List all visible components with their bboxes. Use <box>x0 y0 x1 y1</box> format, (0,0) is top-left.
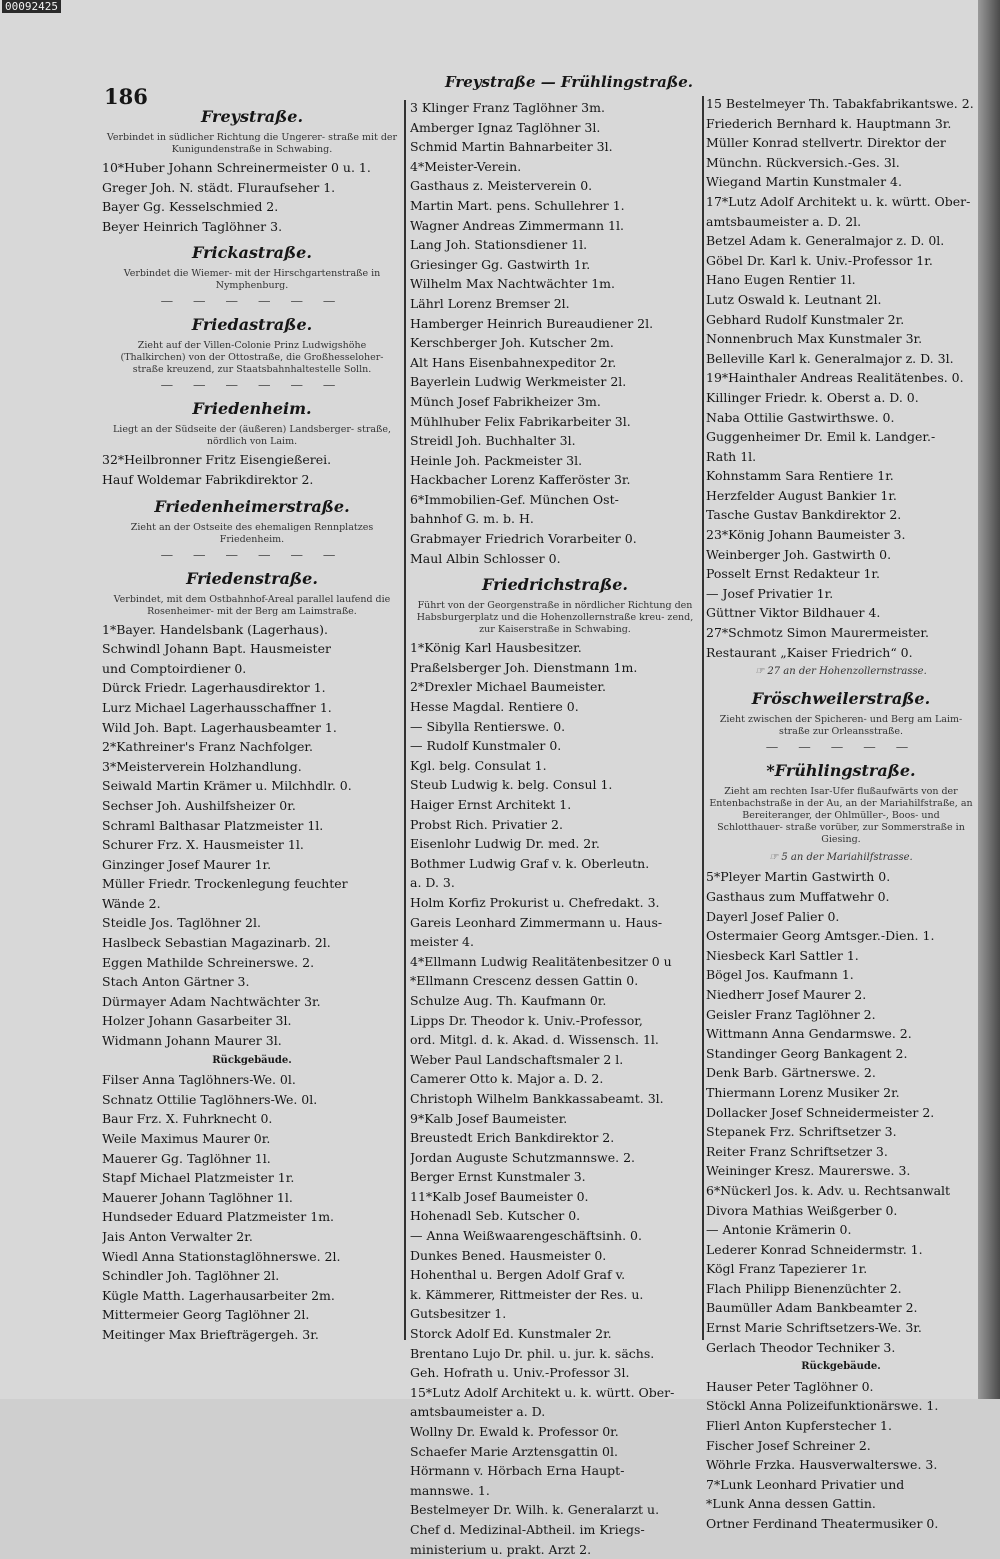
directory-entry: Denk Barb. Gärtnerswe. 2. <box>706 1065 876 1081</box>
directory-entry: Dayerl Josef Palier 0. <box>706 908 840 924</box>
running-head: Freystraße — Frühlingstraße. <box>445 73 693 91</box>
directory-entry: Gareis Leonhard Zimmermann u. Haus- <box>410 914 663 930</box>
directory-entry: Ortner Ferdinand Theatermusiker 0. <box>706 1516 939 1531</box>
directory-entry: Flach Philipp Bienenzüchter 2. <box>706 1280 902 1296</box>
directory-entry: Amberger Ignaz Taglöhner 3l. <box>410 119 601 135</box>
directory-entry: Münchn. Rückversich.-Ges. 3l. <box>706 154 900 170</box>
street-heading: Friedenstraße. <box>186 568 318 588</box>
directory-entry: Breustedt Erich Bankdirektor 2. <box>410 1130 615 1146</box>
directory-entry: Dunkes Bened. Hausmeister 0. <box>410 1247 607 1263</box>
directory-entry: 9*Kalb Josef Baumeister. <box>410 1110 568 1126</box>
directory-entry: Standinger Georg Bankagent 2. <box>706 1045 908 1061</box>
directory-entry: Lipps Dr. Theodor k. Univ.-Professor, <box>410 1012 643 1028</box>
directory-entry: Wilhelm Max Nachtwächter 1m. <box>410 276 615 292</box>
directory-entry: Maul Albin Schlosser 0. <box>410 550 561 566</box>
directory-entry: Weber Paul Landschaftsmaler 2 l. <box>410 1051 624 1067</box>
directory-entry: Lutz Oswald k. Leutnant 2l. <box>706 291 882 307</box>
directory-entry: Dürmayer Adam Nachtwächter 3r. <box>102 993 321 1009</box>
directory-entry: Schurer Frz. X. Hausmeister 1l. <box>102 837 304 853</box>
directory-entry: — Josef Privatier 1r. <box>706 585 834 601</box>
directory-entry: Hohenthal u. Bergen Adolf Graf v. <box>410 1267 626 1283</box>
directory-entry: 32*Heilbronner Fritz Eisengießerei. <box>102 452 332 468</box>
directory-entry: Ernst Marie Schriftsetzers-We. 3r. <box>706 1320 922 1336</box>
street-heading: *Frühlingstraße. <box>766 760 916 780</box>
street-description: Zieht an der Ostseite des ehemaligen Rennplatzes Friedenheim. <box>130 521 374 545</box>
separator: — — — — — — <box>160 378 344 393</box>
directory-entry: 6*Immobilien-Gef. München Ost- <box>410 491 619 507</box>
directory-entry: Ostermaier Georg Amtsger.-Dien. 1. <box>706 928 935 944</box>
directory-entry: Reiter Franz Schriftsetzer 3. <box>706 1143 888 1159</box>
directory-entry: 23*König Johann Baumeister 3. <box>706 527 906 543</box>
directory-entry: Weile Maximus Maurer 0r. <box>102 1131 271 1146</box>
directory-entry: Gebhard Rudolf Kunstmaler 2r. <box>706 311 905 327</box>
street-description: Verbindet die Wiemer- mit der Hirschgartenstraße in Nymphenburg. <box>123 268 381 292</box>
directory-entry: Stepanek Frz. Schriftsetzer 3. <box>706 1124 897 1140</box>
directory-entry: Münch Josef Fabrikheizer 3m. <box>410 393 601 409</box>
directory-entry: Steub Ludwig k. belg. Consul 1. <box>410 777 613 793</box>
directory-entry: Kögl Franz Tapezierer 1r. <box>706 1261 868 1277</box>
directory-entry: Brentano Lujo Dr. phil. u. jur. k. sächs. <box>410 1345 655 1361</box>
directory-entry: Heinle Joh. Packmeister 3l. <box>410 452 583 468</box>
directory-entry: Guggenheimer Dr. Emil k. Landger.- <box>706 429 936 445</box>
directory-entry: — Anna Weißwaarengeschäftsinh. 0. <box>410 1228 642 1244</box>
directory-entry: 1*König Karl Hausbesitzer. <box>410 640 582 656</box>
street-heading: Friedenheimerstraße. <box>154 496 350 516</box>
directory-entry: Kohnstamm Sara Rentiere 1r. <box>706 468 894 484</box>
directory-entry: Betzel Adam k. Generalmajor z. D. 0l. <box>706 233 945 249</box>
directory-entry: amtsbaumeister a. D. 2l. <box>706 213 862 229</box>
directory-entry: Mauerer Johann Taglöhner 1l. <box>102 1189 293 1205</box>
column-divider <box>702 96 704 1340</box>
directory-entry: Schnatz Ottilie Taglöhners-We. 0l. <box>102 1091 318 1107</box>
separator: — — — — — — <box>160 294 344 309</box>
directory-entry: k. Kämmerer, Rittmeister der Res. u. <box>410 1286 644 1302</box>
directory-entry: Geisler Franz Taglöhner 2. <box>706 1006 876 1022</box>
directory-entry: Weininger Kresz. Maurerswe. 3. <box>706 1163 911 1179</box>
directory-entry: Gutsbesitzer 1. <box>410 1306 507 1322</box>
directory-entry: Seiwald Martin Krämer u. Milchhdlr. 0. <box>102 778 352 794</box>
directory-entry: Restaurant „Kaiser Friedrich“ 0. <box>706 644 913 660</box>
street-heading: Fröschweilerstraße. <box>751 688 931 708</box>
separator: — — — — — — <box>160 547 344 562</box>
directory-entry: Fischer Josef Schreiner 2. <box>706 1437 871 1453</box>
directory-entry: Hesse Magdal. Rentiere 0. <box>410 699 579 715</box>
directory-entry: Berger Ernst Kunstmaler 3. <box>410 1169 586 1185</box>
directory-entry: Niesbeck Karl Sattler 1. <box>706 947 859 963</box>
separator: — — — — — <box>765 739 917 754</box>
street-description: Zieht auf der Villen-Colonie Prinz Ludwigshöhe (Thalkirchen) von der Ottostraße, die Großhesseloher- straße kreuzend, zur Staatsbahnhaltestelle Solln. <box>120 340 384 376</box>
directory-entry: Baumüller Adam Bankbeamter 2. <box>706 1300 918 1316</box>
directory-entry: Schindler Joh. Taglöhner 2l. <box>102 1268 280 1284</box>
directory-entry: Haiger Ernst Architekt 1. <box>410 797 572 812</box>
directory-entry: Herzfelder August Bankier 1r. <box>706 487 897 503</box>
directory-entry: Grabmayer Friedrich Vorarbeiter 0. <box>410 531 637 547</box>
directory-entry: Schraml Balthasar Platzmeister 1l. <box>102 817 324 833</box>
directory-entry: Wild Joh. Bapt. Lagerhausbeamter 1. <box>102 719 337 735</box>
directory-entry: Hamberger Heinrich Bureaudiener 2l. <box>410 315 654 331</box>
directory-entry: Griesinger Gg. Gastwirth 1r. <box>410 256 591 272</box>
directory-entry: meister 4. <box>410 934 474 950</box>
directory-entry: mannswe. 1. <box>410 1482 490 1498</box>
column-middle <box>410 98 700 1559</box>
scan-id-tag: 00092425 <box>2 0 61 13</box>
directory-entry: Kgl. belg. Consulat 1. <box>410 757 547 773</box>
directory-entry: Lederer Konrad Schneidermstr. 1. <box>706 1241 923 1257</box>
directory-entry: 15 Bestelmeyer Th. Tabakfabrikantswe. 2. <box>706 96 974 111</box>
directory-entry: Alt Hans Eisenbahnexpeditor 2r. <box>410 354 617 370</box>
directory-entry: Hohenadl Seb. Kutscher 0. <box>410 1208 581 1224</box>
directory-entry: Sechser Joh. Aushilfsheizer 0r. <box>102 797 296 813</box>
directory-entry: Hauf Woldemar Fabrikdirektor 2. <box>102 471 314 487</box>
directory-entry: a. D. 3. <box>410 875 455 891</box>
directory-entry: 19*Hainthaler Andreas Realitätenbes. 0. <box>706 370 964 386</box>
directory-entry: Storck Adolf Ed. Kunstmaler 2r. <box>410 1326 612 1342</box>
directory-entry: ord. Mitgl. d. k. Akad. d. Wissensch. 1l. <box>410 1032 659 1048</box>
directory-entry: Bestelmeyer Dr. Wilh. k. Generalarzt u. <box>410 1502 660 1518</box>
directory-entry: Müller Konrad stellvertr. Direktor der <box>706 135 946 151</box>
directory-entry: 15*Lutz Adolf Architekt u. k. württ. Ober- <box>410 1384 675 1400</box>
directory-entry: Holzer Johann Gasarbeiter 3l. <box>102 1013 292 1029</box>
directory-entry: Martin Mart. pens. Schullehrer 1. <box>410 197 625 213</box>
directory-entry: Baur Frz. X. Fuhrknecht 0. <box>102 1111 273 1127</box>
directory-entry: Gasthaus zum Muffatwehr 0. <box>706 889 890 904</box>
directory-entry: Schaefer Marie Arztensgattin 0l. <box>410 1443 618 1459</box>
directory-entry: Mittermeier Georg Taglöhner 2l. <box>102 1307 310 1323</box>
directory-entry: Camerer Otto k. Major a. D. 2. <box>410 1071 604 1087</box>
directory-entry: *Lunk Anna dessen Gattin. <box>706 1496 876 1512</box>
directory-entry: Divora Mathias Weißgerber 0. <box>706 1202 898 1218</box>
directory-entry: Probst Rich. Privatier 2. <box>410 816 563 832</box>
directory-entry: Beyer Heinrich Taglöhner 3. <box>102 218 283 234</box>
directory-entry: Naba Ottilie Gastwirthswe. 0. <box>706 409 895 425</box>
directory-entry: Haslbeck Sebastian Magazinarb. 2l. <box>102 935 331 951</box>
directory-entry: Christoph Wilhelm Bankkassabeamt. 3l. <box>410 1090 664 1106</box>
directory-entry: 10*Huber Johann Schreinermeister 0 u. 1. <box>102 160 371 175</box>
directory-entry: Flierl Anton Kupferstecher 1. <box>706 1418 892 1434</box>
directory-entry: — Antonie Krämerin 0. <box>706 1222 852 1238</box>
directory-entry: bahnhof G. m. b. H. <box>410 511 534 527</box>
directory-entry: Killinger Friedr. k. Oberst a. D. 0. <box>706 389 919 405</box>
directory-entry: *Ellmann Crescenz dessen Gattin 0. <box>410 973 639 989</box>
directory-entry: Mühlhuber Felix Fabrikarbeiter 3l. <box>410 413 631 429</box>
street-heading: Friedenheim. <box>192 399 312 419</box>
directory-entry: Eisenlohr Ludwig Dr. med. 2r. <box>410 836 600 852</box>
directory-entry: 6*Nückerl Jos. k. Adv. u. Rechtsanwalt <box>706 1182 951 1198</box>
directory-entry: Wöhrle Frzka. Hausverwalterswe. 3. <box>706 1457 938 1473</box>
directory-entry: 27*Schmotz Simon Maurermeister. <box>706 625 930 641</box>
directory-entry: Müller Friedr. Trockenlegung feuchter <box>102 876 348 892</box>
directory-entry: Hauser Peter Taglöhner 0. <box>706 1378 874 1394</box>
directory-entry: Nonnenbruch Max Kunstmaler 3r. <box>706 331 923 347</box>
street-heading: Friedrichstraße. <box>482 575 628 595</box>
directory-entry: Schwindl Johann Bapt. Hausmeister <box>102 641 331 657</box>
column-divider <box>404 100 406 1340</box>
directory-entry: Kügle Matth. Lagerhausarbeiter 2m. <box>102 1287 335 1303</box>
directory-entry: Friederich Bernhard k. Hauptmann 3r. <box>706 115 952 131</box>
directory-entry: Jordan Auguste Schutzmannswe. 2. <box>410 1149 635 1165</box>
directory-entry: Tasche Gustav Bankdirektor 2. <box>706 507 902 523</box>
street-description: Zieht am rechten Isar-Ufer flußaufwärts von der Entenbachstraße in der Au, an der Mariahilfstraße, an Bereiteranger, der Ohlmüller-, Boos- und Schlotthauer- straße vorüber, zur Sommerstraße in Giesing. <box>709 785 973 845</box>
directory-entry: Niedherr Josef Maurer 2. <box>706 986 867 1002</box>
column-left <box>102 100 402 1345</box>
directory-entry: 4*Ellmann Ludwig Realitätenbesitzer 0 u <box>410 953 672 969</box>
directory-entry: Wände 2. <box>102 895 161 911</box>
directory-entry: Göbel Dr. Karl k. Univ.-Professor 1r. <box>706 252 933 268</box>
directory-entry: Steidle Jos. Taglöhner 2l. <box>102 915 261 931</box>
directory-entry: Meitinger Max Briefträgergeh. 3r. <box>102 1326 319 1342</box>
directory-entry: 2*Drexler Michael Baumeister. <box>410 679 607 695</box>
directory-entry: Schmid Martin Bahnarbeiter 3l. <box>410 139 613 155</box>
street-heading: Freystraße. <box>200 107 304 126</box>
street-heading: Frickastraße. <box>192 243 312 263</box>
directory-entry: Dollacker Josef Schneidermeister 2. <box>706 1104 935 1120</box>
street-heading: Friedastraße. <box>191 315 313 335</box>
directory-entry: Wagner Andreas Zimmermann 1l. <box>410 217 624 233</box>
entry-list <box>102 104 402 1345</box>
directory-entry: Weinberger Joh. Gastwirth 0. <box>706 546 892 562</box>
directory-entry: Stöckl Anna Polizeifunktionärswe. 1. <box>706 1398 939 1414</box>
directory-entry: Wiedl Anna Stationstaglöhnerswe. 2l. <box>102 1248 341 1264</box>
directory-entry: Geh. Hofrath u. Univ.-Professor 3l. <box>410 1365 630 1381</box>
reference-note: ☞ 5 an der Mariahilfstrasse. <box>769 851 913 863</box>
directory-entry: Greger Joh. N. städt. Fluraufseher 1. <box>102 179 336 195</box>
directory-entry: Filser Anna Taglöhners-We. 0l. <box>102 1072 296 1088</box>
directory-entry: und Comptoirdiener 0. <box>102 660 247 676</box>
directory-entry: Rath 1l. <box>706 448 757 464</box>
directory-entry: Kerschberger Joh. Kutscher 2m. <box>410 335 614 351</box>
street-description: Führt von der Georgenstraße in nördlicher Richtung den Habsburgerplatz und die Hohenzollernstraße kreu- zend, zur Kaiserstraße in Schwabing. <box>416 600 694 636</box>
directory-entry: 3 Klinger Franz Taglöhner 3m. <box>410 100 605 115</box>
entry-list <box>706 94 976 1534</box>
directory-entry: Streidl Joh. Buchhalter 3l. <box>410 433 576 449</box>
directory-entry: Bögel Jos. Kaufmann 1. <box>706 967 854 983</box>
directory-entry: Wiegand Martin Kunstmaler 4. <box>706 174 902 190</box>
directory-entry: Hundseder Eduard Platzmeister 1m. <box>102 1209 335 1225</box>
directory-entry: Mauerer Gg. Taglöhner 1l. <box>102 1150 271 1166</box>
subheading: Rückgebäude. <box>801 1361 881 1373</box>
directory-entry: Gerlach Theodor Techniker 3. <box>706 1339 896 1355</box>
directory-entry: amtsbaumeister a. D. <box>410 1404 546 1420</box>
directory-entry: Stach Anton Gärtner 3. <box>102 974 250 990</box>
directory-entry: Hackbacher Lorenz Kafferöster 3r. <box>410 472 631 488</box>
directory-entry: Hano Eugen Rentier 1l. <box>706 272 856 288</box>
directory-entry: Chef d. Medizinal-Abtheil. im Kriegs- <box>410 1521 645 1537</box>
page-number: 186 <box>104 84 148 109</box>
directory-entry: Jais Anton Verwalter 2r. <box>102 1228 253 1244</box>
directory-entry: Lährl Lorenz Bremser 2l. <box>410 295 570 311</box>
street-description: Liegt an der Südseite der (äußeren) Landsberger- straße, nördlich von Laim. <box>112 424 392 448</box>
directory-entry: Lang Joh. Stationsdiener 1l. <box>410 237 588 253</box>
directory-entry: 4*Meister-Verein. <box>410 158 522 174</box>
directory-entry: Bothmer Ludwig Graf v. k. Oberleutn. <box>410 855 650 871</box>
directory-entry: Widmann Johann Maurer 3l. <box>102 1033 282 1049</box>
directory-entry: Posselt Ernst Redakteur 1r. <box>706 566 880 582</box>
directory-entry: ministerium u. prakt. Arzt 2. <box>410 1541 592 1557</box>
directory-entry: — Sibylla Rentierswe. 0. <box>410 718 566 734</box>
column-right <box>706 94 976 1534</box>
directory-entry: Eggen Mathilde Schreinerswe. 2. <box>102 954 315 970</box>
directory-entry: Ginzinger Josef Maurer 1r. <box>102 856 272 872</box>
directory-entry: Wittmann Anna Gendarmswe. 2. <box>706 1026 912 1042</box>
directory-entry: Praßelsberger Joh. Dienstmann 1m. <box>410 659 638 675</box>
directory-entry: Hörmann v. Hörbach Erna Haupt- <box>410 1463 625 1479</box>
directory-entry: 11*Kalb Josef Baumeister 0. <box>410 1188 589 1204</box>
directory-entry: Lurz Michael Lagerhausschaffner 1. <box>102 699 332 715</box>
directory-entry: Güttner Viktor Bildhauer 4. <box>706 605 881 621</box>
subheading: Rückgebäude. <box>212 1054 292 1066</box>
street-description: Verbindet in südlicher Richtung die Ungerer- straße mit der Kunigundenstraße in Schwabing. <box>106 132 398 155</box>
directory-entry: Stapf Michael Platzmeister 1r. <box>102 1170 295 1186</box>
directory-entry: — Rudolf Kunstmaler 0. <box>410 738 562 754</box>
directory-entry: 17*Lutz Adolf Architekt u. k. württ. Ober- <box>706 193 971 209</box>
directory-entry: 5*Pleyer Martin Gastwirth 0. <box>706 869 891 885</box>
directory-entry: Schulze Aug. Th. Kaufmann 0r. <box>410 992 607 1008</box>
reference-note: ☞ 27 an der Hohenzollernstrasse. <box>755 666 927 678</box>
street-description: Zieht zwischen der Spicheren- und Berg am Laim- straße zur Orleansstraße. <box>719 713 963 737</box>
directory-entry: 3*Meisterverein Holzhandlung. <box>102 758 302 774</box>
book-edge <box>978 0 1000 1399</box>
street-description: Verbindet, mit dem Ostbahnhof-Areal parallel laufend die Rosenheimer- mit der Berg am Laimstraße. <box>113 593 391 617</box>
directory-entry: 2*Kathreiner's Franz Nachfolger. <box>102 739 313 755</box>
directory-entry: Thiermann Lorenz Musiker 2r. <box>706 1084 900 1100</box>
directory-entry: Belleville Karl k. Generalmajor z. D. 3l. <box>706 350 954 366</box>
directory-entry: Bayerlein Ludwig Werkmeister 2l. <box>410 374 627 390</box>
directory-entry: Gasthaus z. Meisterverein 0. <box>410 178 593 194</box>
directory-entry: Holm Korfiz Prokurist u. Chefredakt. 3. <box>410 894 660 910</box>
entry-list <box>410 98 700 1559</box>
directory-entry: Bayer Gg. Kesselschmied 2. <box>102 199 279 215</box>
directory-entry: 1*Bayer. Handelsbank (Lagerhaus). <box>102 621 328 637</box>
directory-entry: Wollny Dr. Ewald k. Professor 0r. <box>410 1424 619 1439</box>
directory-entry: 7*Lunk Leonhard Privatier und <box>706 1476 905 1492</box>
directory-entry: Dürck Friedr. Lagerhausdirektor 1. <box>102 680 326 696</box>
